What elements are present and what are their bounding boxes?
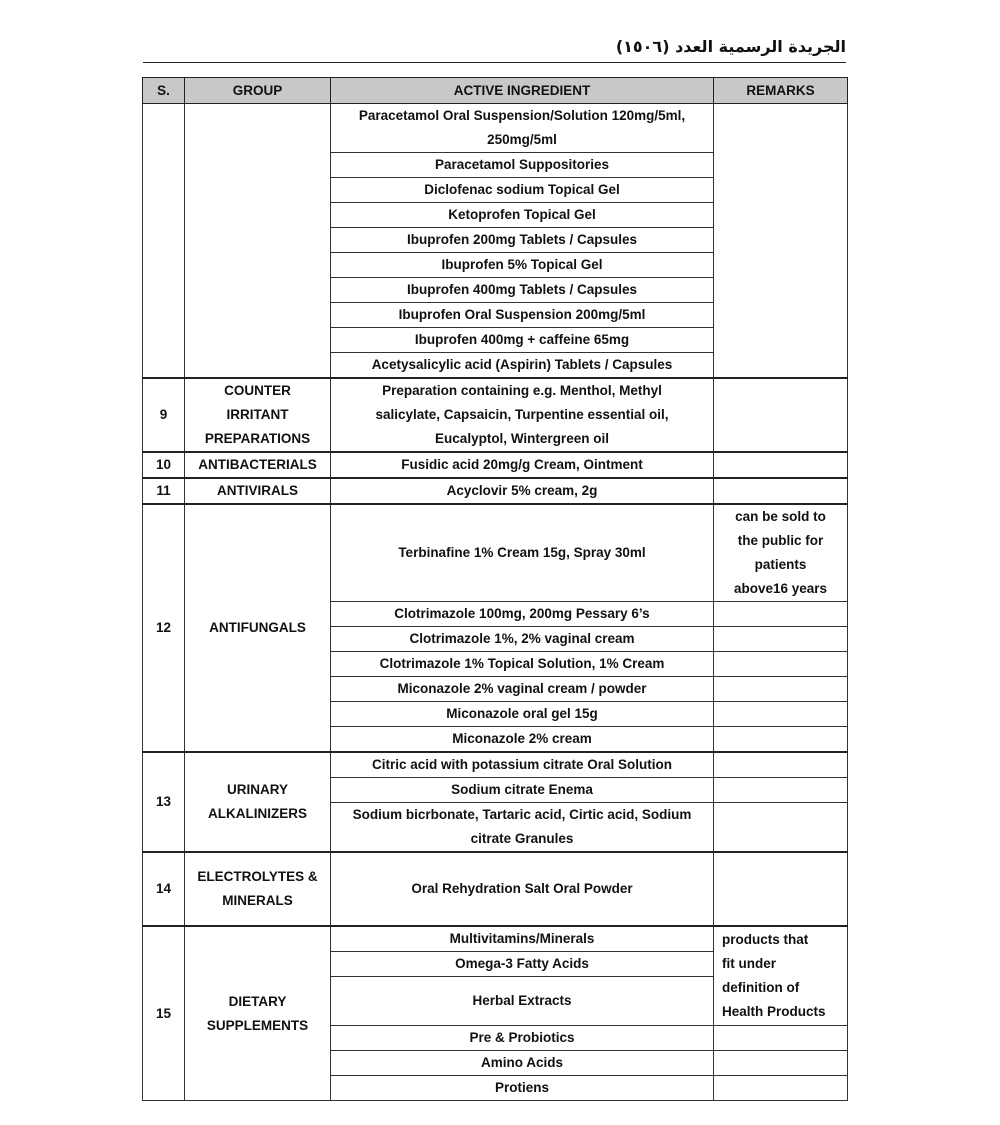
remarks-cell [714, 602, 848, 627]
remarks-cell [714, 852, 848, 926]
ingredient-text: Preparation containing e.g. Menthol, Methyl salicylate, Capsaicin, Turpentine essential oil, Eucalyptol, Wintergreen oil [375, 383, 669, 446]
remarks-cell [714, 1051, 848, 1076]
table-row [143, 104, 848, 153]
col-header-s: S. [143, 78, 185, 104]
group-cell [185, 852, 331, 926]
table-row [143, 852, 848, 926]
group-name: DIETARY SUPPLEMENTS [206, 993, 309, 1033]
remarks-cell [714, 702, 848, 727]
serial-cell: 9 [143, 378, 185, 452]
ingredient-cell: Sodium citrate Enema [331, 778, 714, 803]
serial-cell: 10 [143, 452, 185, 478]
remarks-cell [714, 627, 848, 652]
ingredient-cell: Clotrimazole 1%, 2% vaginal cream [331, 627, 714, 652]
ingredient-cell: Fusidic acid 20mg/g Cream, Ointment [331, 452, 714, 478]
ingredient-cell: Ibuprofen Oral Suspension 200mg/5ml [331, 303, 714, 328]
ingredient-text: Paracetamol Oral Suspension/Solution 120mg/5ml, 250mg/5ml [358, 108, 686, 147]
ingredient-cell: Ketoprofen Topical Gel [331, 203, 714, 228]
group-cell: ANTIVIRALS [185, 478, 331, 504]
ingredient-cell: Ibuprofen 200mg Tablets / Capsules [331, 228, 714, 253]
ingredient-cell [331, 104, 714, 153]
ingredient-cell: Citric acid with potassium citrate Oral Solution [331, 752, 714, 778]
group-cell: ANTIBACTERIALS [185, 452, 331, 478]
drug-table [142, 77, 848, 1101]
table-row [143, 478, 848, 504]
table-row [143, 452, 848, 478]
remarks-cell [714, 778, 848, 803]
serial-cell: 11 [143, 478, 185, 504]
remarks-cell [714, 378, 848, 452]
ingredient-cell: Oral Rehydration Salt Oral Powder [331, 852, 714, 926]
ingredient-cell: Miconazole 2% cream [331, 727, 714, 753]
ingredient-cell: Multivitamins/Minerals [331, 926, 714, 952]
table-header-row [143, 78, 848, 104]
remark-text: products that fit under definition of Health Products [722, 932, 826, 1019]
remarks-cell [714, 1026, 848, 1051]
ingredient-cell: Miconazole oral gel 15g [331, 702, 714, 727]
ingredient-cell: Pre & Probiotics [331, 1026, 714, 1051]
remarks-cell [714, 504, 848, 602]
ingredient-cell: Herbal Extracts [331, 977, 714, 1026]
ingredient-cell: Acyclovir 5% cream, 2g [331, 478, 714, 504]
remarks-cell [714, 926, 848, 1026]
remarks-cell [714, 452, 848, 478]
serial-cell: 14 [143, 852, 185, 926]
remark-text: can be sold to the public for patients above16 years [733, 509, 828, 596]
ingredient-cell [331, 378, 714, 452]
ingredient-cell: Ibuprofen 5% Topical Gel [331, 253, 714, 278]
ingredient-cell: Protiens [331, 1076, 714, 1101]
ingredient-cell: Ibuprofen 400mg Tablets / Capsules [331, 278, 714, 303]
remarks-cell [714, 803, 848, 853]
table-row [143, 504, 848, 602]
ingredient-cell: Clotrimazole 100mg, 200mg Pessary 6’s [331, 602, 714, 627]
group-cell [185, 378, 331, 452]
ingredient-cell: Omega-3 Fatty Acids [331, 952, 714, 977]
group-cell [185, 926, 331, 1101]
ingredient-cell [331, 803, 714, 853]
group-name: ELECTROLYTES & MINERALS [197, 869, 318, 908]
page-header [143, 32, 846, 63]
table-row [143, 378, 848, 452]
group-name: URINARY ALKALINIZERS [208, 782, 307, 821]
remarks-cell [714, 1076, 848, 1101]
ingredient-cell: Ibuprofen 400mg + caffeine 65mg [331, 328, 714, 353]
table-row [143, 752, 848, 778]
col-header-group: GROUP [185, 78, 331, 104]
table-row [143, 926, 848, 952]
col-header-active-ingredient: ACTIVE INGREDIENT [331, 78, 714, 104]
remarks-cell [714, 652, 848, 677]
serial-cell: 15 [143, 926, 185, 1101]
header-title: الجريدة الرسمية العدد (١٥٠٦) [615, 37, 846, 56]
serial-cell: 12 [143, 504, 185, 752]
remarks-cell [714, 478, 848, 504]
ingredient-cell: Clotrimazole 1% Topical Solution, 1% Cream [331, 652, 714, 677]
ingredient-cell: Miconazole 2% vaginal cream / powder [331, 677, 714, 702]
serial-cell [143, 104, 185, 379]
group-cell [185, 104, 331, 379]
ingredient-cell: Amino Acids [331, 1051, 714, 1076]
remarks-cell [714, 677, 848, 702]
remarks-cell [714, 727, 848, 753]
ingredient-text: Sodium bicrbonate, Tartaric acid, Cirtic acid, Sodium citrate Granules [352, 807, 692, 846]
col-header-remarks: REMARKS [714, 78, 848, 104]
group-name: COUNTER IRRITANT PREPARATIONS [204, 383, 311, 446]
ingredient-cell: Diclofenac sodium Topical Gel [331, 178, 714, 203]
serial-cell: 13 [143, 752, 185, 852]
ingredient-cell: Terbinafine 1% Cream 15g, Spray 30ml [331, 504, 714, 602]
group-cell: ANTIFUNGALS [185, 504, 331, 752]
ingredient-cell: Acetysalicylic acid (Aspirin) Tablets / Capsules [331, 353, 714, 379]
ingredient-cell: Paracetamol Suppositories [331, 153, 714, 178]
group-cell [185, 752, 331, 852]
remarks-cell [714, 104, 848, 379]
remarks-cell [714, 752, 848, 778]
